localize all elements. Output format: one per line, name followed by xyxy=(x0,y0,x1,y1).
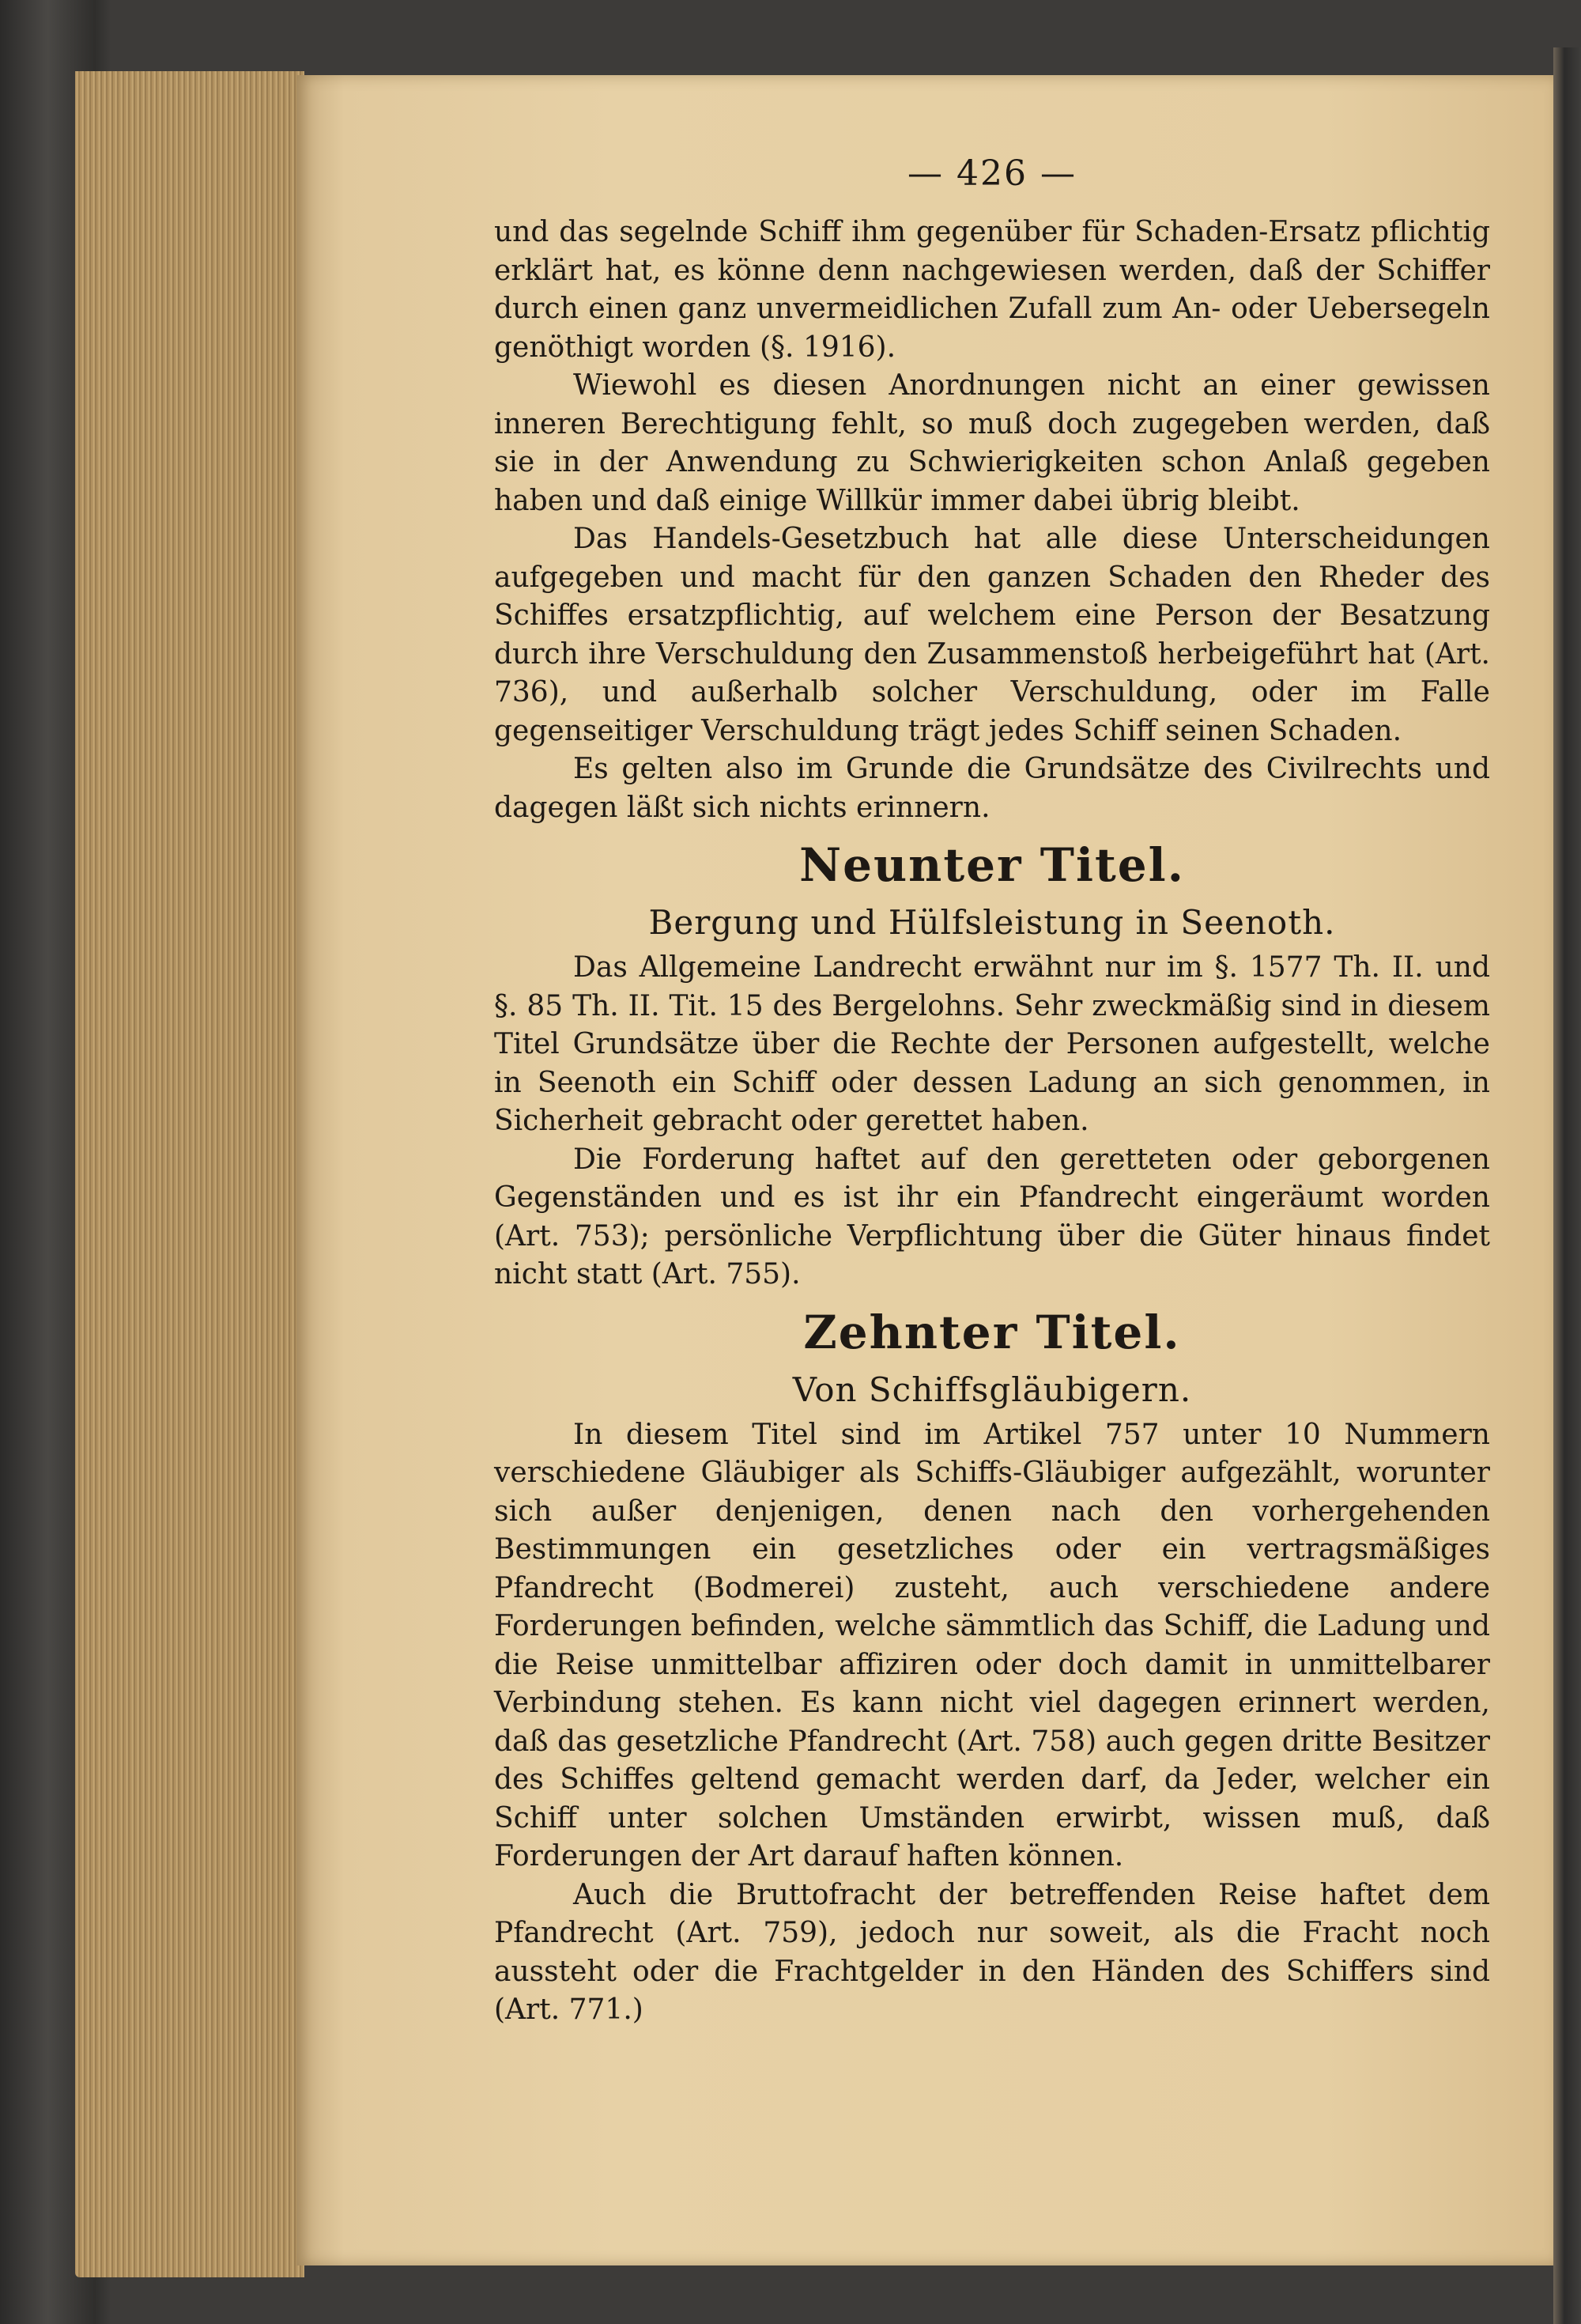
section-title-9: Neunter Titel. xyxy=(799,838,1185,892)
section-subtitle-10: Von Schiffsgläubigern. xyxy=(792,1370,1192,1409)
paragraph: Wiewohl es diesen Anordnungen nicht an einer gewissen inneren Berechtigung fehlt, so muß doch zugegeben werden, daß sie in der Anwendung zu Schwierigkeiten schon Anlaß gegeben haben und daß einige Willkür immer dabei übrig bleibt. xyxy=(494,369,1490,517)
page-number: — 426 — xyxy=(907,153,1077,194)
paragraph: Es gelten also im Grunde die Grundsätze des Civilrechts und dagegen läßt sich nichts erinnern. xyxy=(494,753,1490,824)
book-spine-edge xyxy=(1553,47,1581,2324)
page-edges xyxy=(75,71,304,2277)
paragraph: Das Allgemeine Landrecht erwähnt nur im §. 1577 Th. II. und §. 85 Th. II. Tit. 15 des Bergelohns. Sehr zweckmäßig sind in diesem Titel Grundsätze über die Rechte der Personen aufgestellt, welche in Seenoth ein Schiff oder dessen Ladung an sich genommen, in Sicherheit gebracht oder gerettet haben. xyxy=(494,951,1490,1137)
paragraph: Die Forderung haftet auf den geretteten oder geborgenen Gegenständen und es ist ihr ein Pfandrecht eingeräumt worden (Art. 753); persönliche Verpflichtung über die Güter hinaus findet nicht statt (Art. 755). xyxy=(494,1143,1490,1290)
paragraph: Auch die Bruttofracht der betreffenden Reise haftet dem Pfandrecht (Art. 759), jedoch nur soweit, als die Fracht noch aussteht oder die Frachtgelder in den Händen des Schiffers sind (Art. 771.) xyxy=(494,1878,1490,2026)
paragraph: In diesem Titel sind im Artikel 757 unter 10 Nummern verschiedene Gläubiger als Schiffs-Gläubiger aufgezählt, worunter sich außer denjenigen, denen nach den vorhergehenden Bestimmungen ein gesetzliches oder ein vertragsmäßiges Pfandrecht (Bodmerei) zusteht, auch verschiedene andere Forderungen befinden, welche sämmtlich das Schiff, die Ladung und die Reise unmittelbar affiziren oder doch damit in unmittelbarer Verbindung stehen. Es kann nicht viel dagegen erinnert werden, daß das gesetzliche Pfandrecht (Art. 758) auch gegen dritte Besitzer des Schiffes geltend gemacht werden darf, da Jeder, welcher ein Schiff unter solchen Umständen erwirbt, wissen muß, daß Forderungen der Art darauf haften können. xyxy=(494,1418,1490,1872)
paragraph: Das Handels-Gesetzbuch hat alle diese Unterscheidungen aufgegeben und macht für den ganzen Schaden den Rheder des Schiffes ersatzpflichtig, auf welchem eine Person der Besatzung durch ihre Verschuldung den Zusammenstoß herbeigeführt hat (Art. 736), und außerhalb solcher Verschuldung, oder im Falle gegenseitiger Verschuldung trägt jedes Schiff seinen Schaden. xyxy=(494,523,1490,747)
paragraph: und das segelnde Schiff ihm gegenüber für Schaden-Ersatz pflichtig erklärt hat, es könne denn nachgewiesen werden, daß der Schiffer durch einen ganz unvermeidlichen Zufall zum An- oder Uebersegeln genöthigt worden (§. 1916). xyxy=(494,216,1490,364)
page-text xyxy=(494,142,1490,2030)
section-subtitle-9: Bergung und Hülfsleistung in Seenoth. xyxy=(648,903,1336,942)
section-title-10: Zehnter Titel. xyxy=(803,1305,1181,1359)
